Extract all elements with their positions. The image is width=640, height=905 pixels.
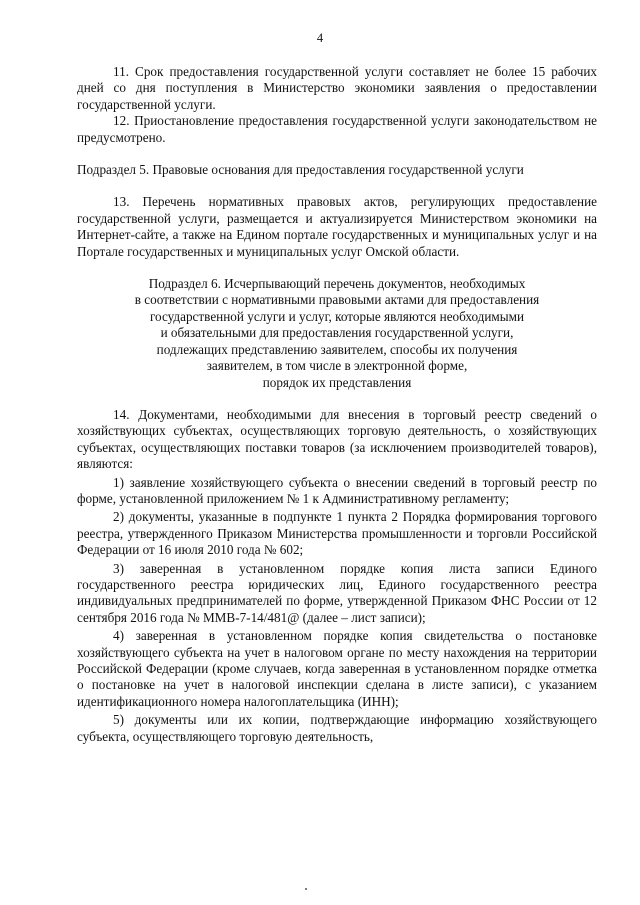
document-body [77, 64, 597, 747]
subsection-6-line: порядок их представления [262, 374, 412, 390]
paragraph-14: 14. Документами, необходимыми для внесения в торговый реестр сведений о хозяйствующих субъектах, осуществляющих торговую деятельность, о хозяйствующих субъектах, осуществляющих поставки товаров (за исключением производителей товаров), являются: [77, 406, 597, 472]
list-item-4: 4) заверенная в установленном порядке копия свидетельства о постановке хозяйствующего субъекта на учет в налоговом органе по месту нахождения на территории Российской Федерации (кроме случаев, когда заверенная в установленном порядке отметка о постановке на учет в налоговой инспекции сделана в листе записи), с указанием идентификационного номера налогоплательщика (ИНН); [77, 628, 597, 709]
page-number: 4 [316, 31, 324, 45]
subsection-6-line: и обязательными для предоставления государственной услуги, [160, 325, 514, 341]
paragraph-13: 13. Перечень нормативных правовых актов, регулирующих предоставление государственной услуги, размещается и актуализируется Министерством экономики на Интернет-сайте, а также на Едином портале государственных и муниципальных услуг и на Портале государственных и муниципальных услуг Омской области. [77, 194, 597, 259]
subsection-6-line: в соответствии с нормативными правовыми актами для предоставления [134, 292, 540, 308]
subsection-6-line: заявителем, в том числе в электронной форме, [206, 358, 468, 374]
spacer [77, 260, 597, 276]
list-item-5: 5) документы или их копии, подтверждающие информацию хозяйствующего субъекта, осуществляющего торговую деятельность, [77, 712, 597, 744]
subsection-6-line: подлежащих представлению заявителем, способы их получения [156, 341, 518, 357]
subsection-6-line: государственной услуги и услуг, которые являются необходимыми [149, 308, 525, 324]
list-item-3: 3) заверенная в установленном порядке копия листа записи Единого государственного реестра юридических лиц, Единого государственного реестра индивидуальных предпринимателей по форме, утвержденной Приказом ФНС России от 12 сентября 2016 года № ММВ-7-14/481@ (далее – лист записи); [77, 560, 597, 625]
list-item-2: 2) документы, указанные в подпункте 1 пункта 2 Порядка формирования торгового реестра, утвержденного Приказом Министерства промышленности и торговли Российской Федерации от 16 июля 2010 года № 602; [77, 509, 597, 558]
list-item-1: 1) заявление хозяйствующего субъекта о внесении сведений в торговый реестр по форме, установленной приложением № 1 к Административному регламенту; [77, 474, 597, 506]
paragraph-12: 12. Приостановление предоставления государственной услуги законодательством не предусмотрено. [77, 113, 597, 145]
spacer [77, 178, 597, 194]
subsection-6-title [95, 276, 579, 391]
subsection-6-line: Подраздел 6. Исчерпывающий перечень документов, необходимых [148, 276, 526, 292]
scan-mark [305, 888, 307, 890]
subsection-5-title: Подраздел 5. Правовые основания для предоставления государственной услуги [77, 162, 524, 178]
paragraph-11: 11. Срок предоставления государственной услуги составляет не более 15 рабочих дней со дня поступления в Министерство экономики заявления о предоставлении государственной услуги. [77, 64, 597, 112]
spacer [77, 391, 597, 407]
spacer [77, 146, 597, 162]
